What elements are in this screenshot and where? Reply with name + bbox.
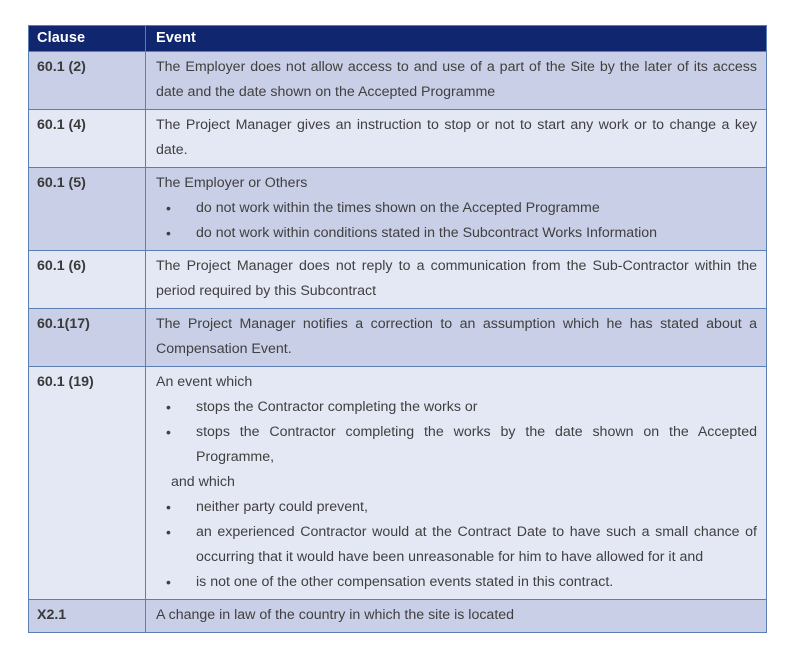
event-bullet-item: • stops the Contractor completing the works by the date shown on the Accepted Programme, xyxy=(156,420,757,470)
event-bullet-item: • do not work within conditions stated in the Subcontract Works Information xyxy=(156,221,757,246)
event-cell xyxy=(146,110,767,168)
event-bullet-item: • neither party could prevent, xyxy=(156,495,757,520)
event-bullet-list xyxy=(156,196,757,246)
table-row xyxy=(29,110,767,168)
clause-cell: 60.1 (19) xyxy=(29,367,146,600)
table-row xyxy=(29,168,767,251)
event-bullet-list xyxy=(156,395,757,470)
event-cell xyxy=(146,309,767,367)
table-body xyxy=(29,52,767,633)
event-bullet-list xyxy=(156,495,757,595)
clause-cell: 60.1 (6) xyxy=(29,251,146,309)
event-bullet-item: • do not work within the times shown on the Accepted Programme xyxy=(156,196,757,221)
column-header-clause: Clause xyxy=(29,26,146,52)
event-cell xyxy=(146,600,767,633)
event-lead-text: An event which xyxy=(156,374,253,391)
event-cell xyxy=(146,52,767,110)
table-row xyxy=(29,251,767,309)
event-bullet-item: • stops the Contractor completing the works or xyxy=(156,395,757,420)
clause-cell: 60.1(17) xyxy=(29,309,146,367)
compensation-events-table-container xyxy=(28,25,766,633)
event-paragraph: The Project Manager gives an instruction to stop or not to start any work or to change a key date. xyxy=(156,117,757,159)
event-paragraph: The Employer does not allow access to and use of a part of the Site by the later of its access date and the date shown on the Accepted Programme xyxy=(156,59,757,101)
table-row xyxy=(29,600,767,633)
event-cell xyxy=(146,168,767,251)
event-cell xyxy=(146,251,767,309)
event-bullet-item: • is not one of the other compensation events stated in this contract. xyxy=(156,570,757,595)
table-row xyxy=(29,309,767,367)
event-paragraph: A change in law of the country in which the site is located xyxy=(156,607,515,624)
table-row xyxy=(29,367,767,600)
clause-cell: X2.1 xyxy=(29,600,146,633)
event-paragraph: The Project Manager does not reply to a communication from the Sub-Contractor within the period required by this Subcontract xyxy=(156,258,757,300)
table-header xyxy=(29,26,767,52)
clause-cell: 60.1 (2) xyxy=(29,52,146,110)
table-header-row xyxy=(29,26,767,52)
clause-cell: 60.1 (4) xyxy=(29,110,146,168)
event-lead-text: The Employer or Others xyxy=(156,175,308,192)
column-header-event: Event xyxy=(146,26,767,52)
compensation-events-table xyxy=(28,25,767,633)
clause-cell: 60.1 (5) xyxy=(29,168,146,251)
event-bullet-item: • an experienced Contractor would at the Contract Date to have such a small chance of occurring that it would have been unreasonable for him to have allowed for it and xyxy=(156,520,757,570)
event-cell xyxy=(146,367,767,600)
event-interjection-text: and which xyxy=(171,474,235,491)
table-row xyxy=(29,52,767,110)
event-paragraph: The Project Manager notifies a correction to an assumption which he has stated about a Compensation Event. xyxy=(156,316,757,358)
